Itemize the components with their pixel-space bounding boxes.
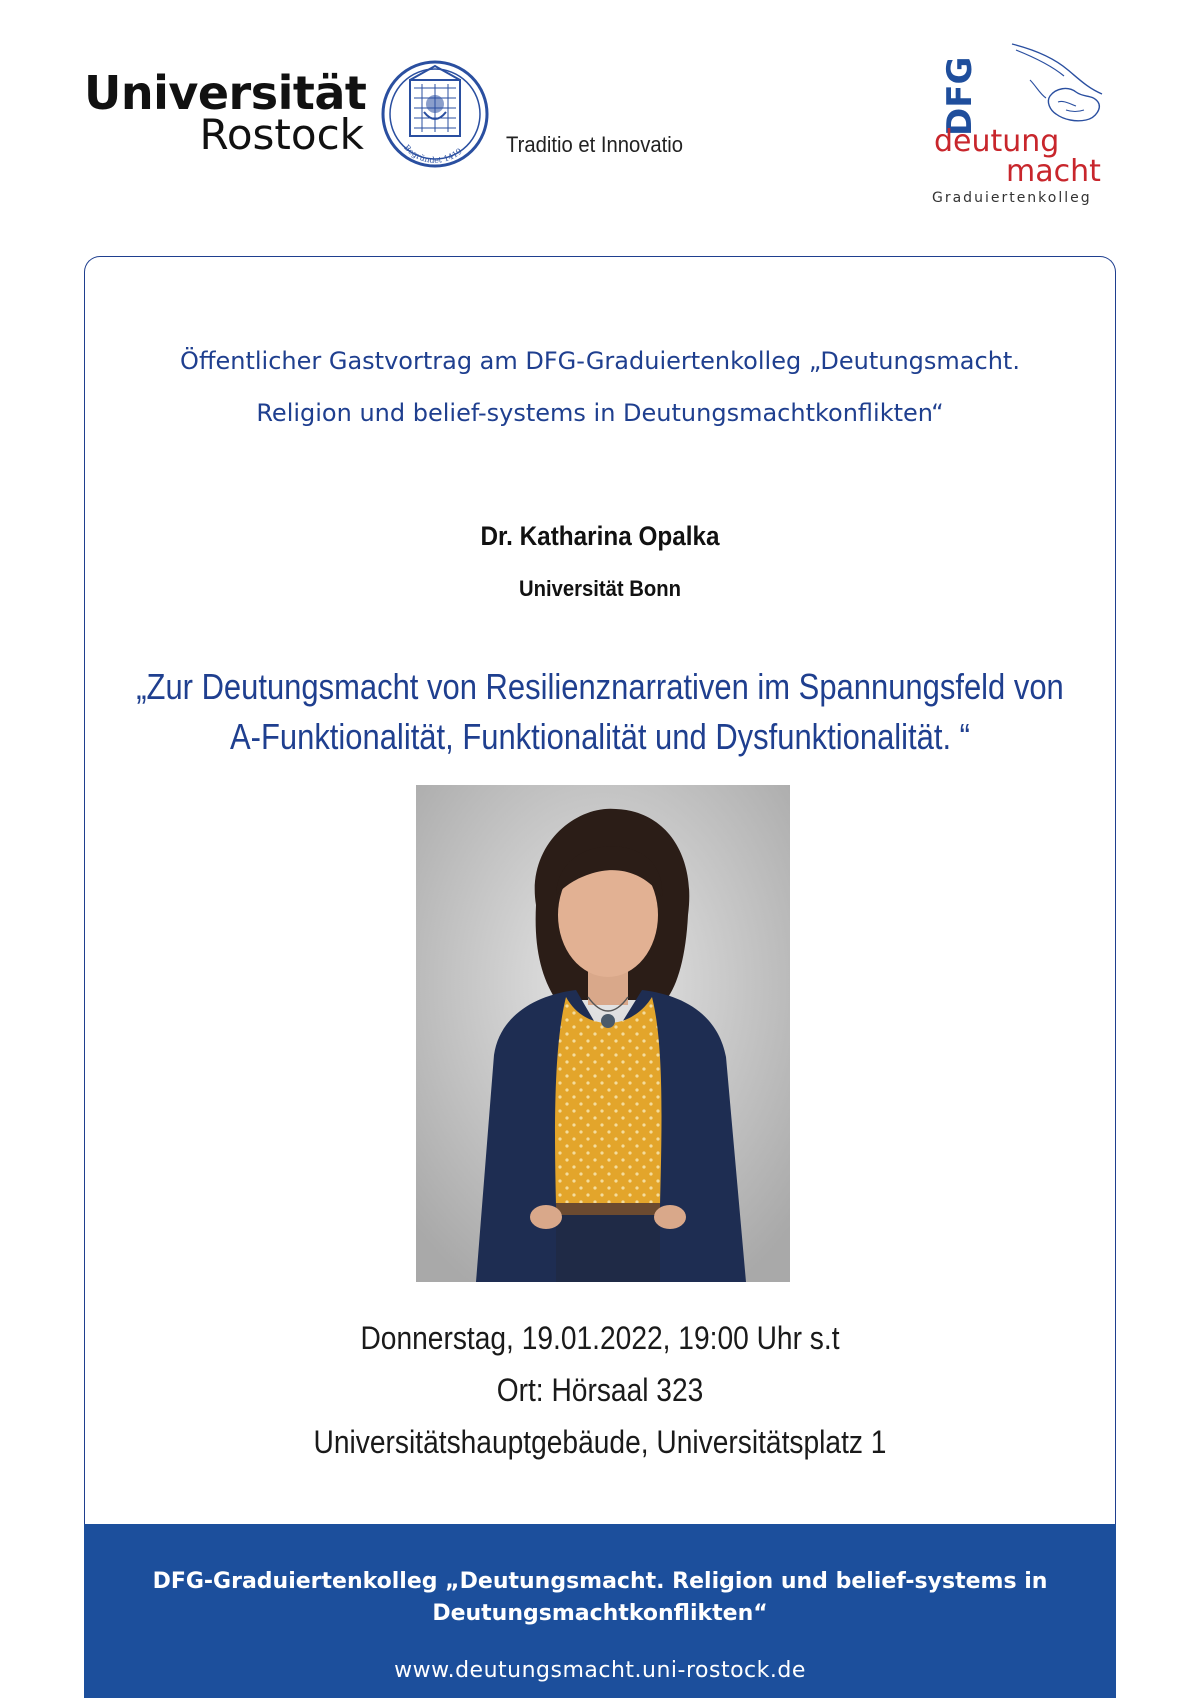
speaker-portrait bbox=[416, 785, 790, 1282]
talk-title-line1: „Zur Deutungsmacht von Resilienznarrativen im Spannungsfeld von bbox=[136, 666, 1064, 707]
university-name-line2: Rostock bbox=[199, 110, 364, 159]
event-subtitle bbox=[0, 335, 1200, 439]
footer-title bbox=[84, 1566, 1116, 1630]
footer-title-line1: DFG-Graduiertenkolleg „Deutungsmacht. Religion und belief-systems in bbox=[152, 1569, 1048, 1594]
event-date-time: Donnerstag, 19.01.2022, 19:00 Uhr s.t bbox=[360, 1320, 840, 1356]
university-name bbox=[84, 66, 367, 159]
talk-title bbox=[84, 662, 1116, 762]
event-details bbox=[72, 1312, 1128, 1468]
dfg-letters: DFG bbox=[940, 56, 980, 136]
seal-lettering: Begründet 1419 bbox=[402, 143, 464, 165]
speaker-affiliation: Universität Bonn bbox=[519, 576, 681, 601]
event-building: Universitätshauptgebäude, Universitätsplatz 1 bbox=[313, 1424, 887, 1460]
event-location: Ort: Hörsaal 323 bbox=[496, 1372, 704, 1408]
university-motto: Traditio et Innovatio bbox=[506, 132, 684, 157]
dfg-word-macht: macht bbox=[1006, 154, 1101, 189]
dfg-word-graduiertenkolleg: Graduiertenkolleg bbox=[932, 190, 1092, 206]
dfg-word-deutung: deutung bbox=[934, 124, 1060, 159]
footer-website-link[interactable]: www.deutungsmacht.uni-rostock.de bbox=[394, 1658, 806, 1683]
university-name-line1: Universität bbox=[84, 66, 367, 120]
event-subtitle-line2: Religion und belief-systems in Deutungsmachtkonflikten“ bbox=[256, 399, 944, 427]
speaker-name: Dr. Katharina Opalka bbox=[480, 521, 720, 551]
footer-band bbox=[84, 1524, 1116, 1698]
talk-title-line2: A-Funktionalität, Funktionalität und Dysfunktionalität. “ bbox=[230, 716, 970, 757]
event-subtitle-line1: Öffentlicher Gastvortrag am DFG-Graduiertenkolleg „Deutungsmacht. bbox=[180, 347, 1020, 375]
dfg-deutungsmacht-logo bbox=[930, 36, 1120, 206]
university-seal-icon bbox=[376, 54, 494, 178]
footer-title-line2: Deutungsmachtkonflikten“ bbox=[432, 1601, 768, 1626]
